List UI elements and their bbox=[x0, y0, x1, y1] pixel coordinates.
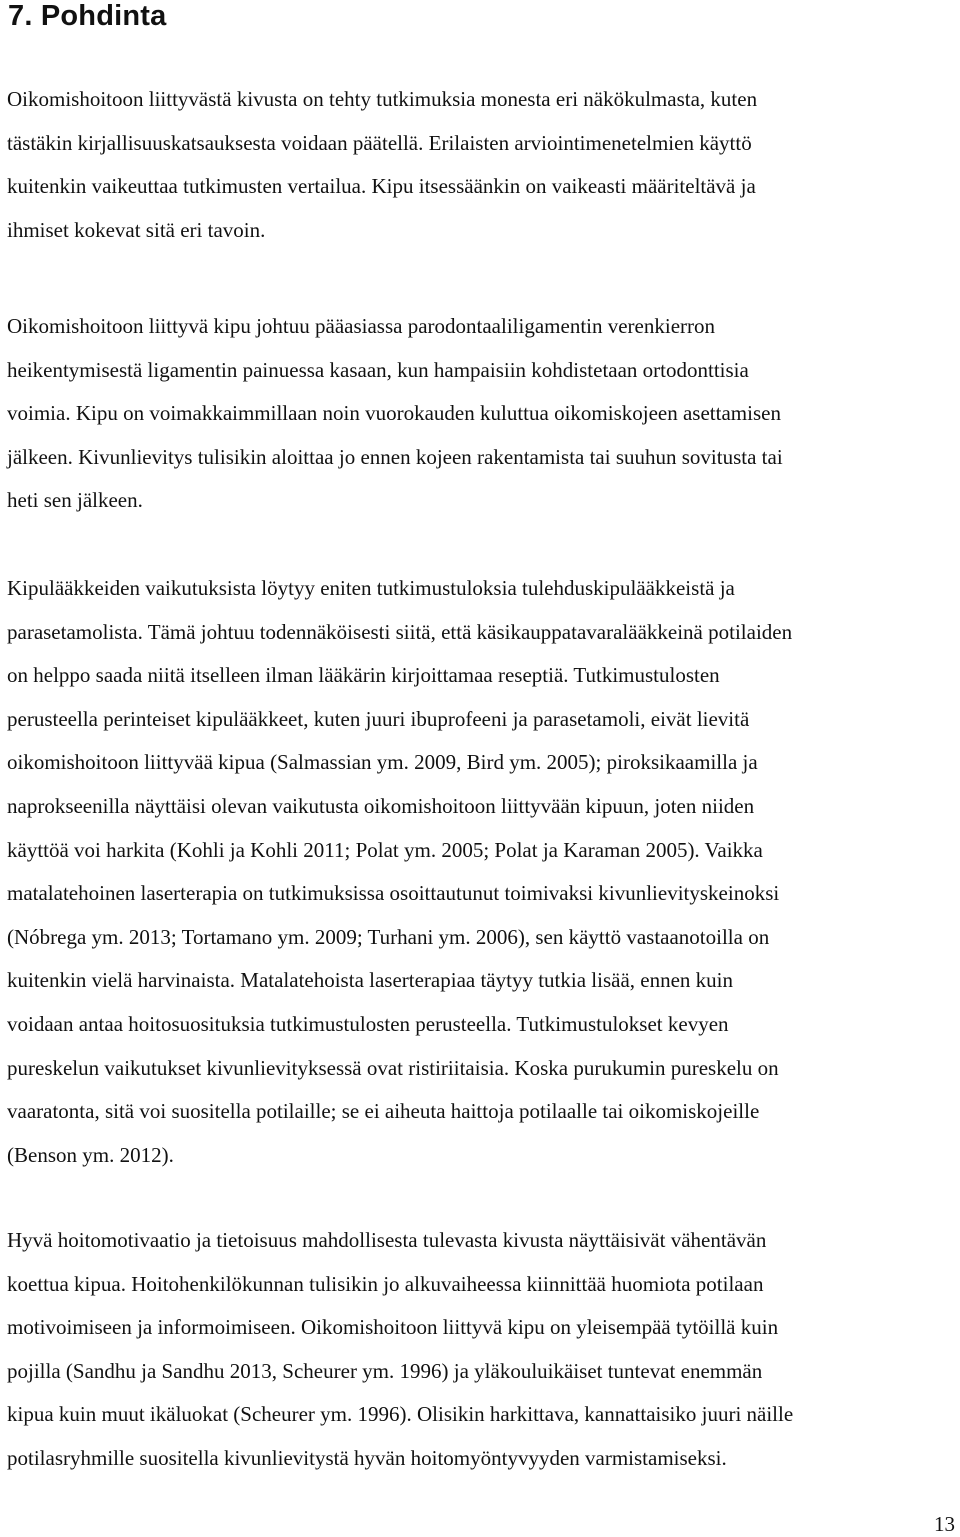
text-line: naprokseenilla näyttäisi olevan vaikutusta oikomishoitoon liittyvään kipuun, joten niiden bbox=[7, 793, 755, 818]
text-line: käyttöä voi harkita (Kohli ja Kohli 2011; Polat ym. 2005; Polat ja Karaman 2005). Vaikka bbox=[7, 837, 763, 862]
paragraph-4 bbox=[7, 1219, 793, 1481]
text-line: Hyvä hoitomotivaatio ja tietoisuus mahdollisesta tulevasta kivusta näyttäisivät vähentävän bbox=[7, 1228, 767, 1252]
text-line: Oikomishoitoon liittyvä kipu johtuu pääasiassa parodontaaliligamentin verenkierron bbox=[7, 314, 716, 338]
text-line: oikomishoitoon liittyvää kipua (Salmassian ym. 2009, Bird ym. 2005); piroksikaamilla ja bbox=[7, 750, 758, 775]
text-line: voidaan antaa hoitosuosituksia tutkimustulosten perusteella. Tutkimustulokset kevyen bbox=[7, 1011, 729, 1036]
text-line: heikentymisestä ligamentin painuessa kasaan, kun hampaisiin kohdistetaan ortodonttisia bbox=[7, 357, 749, 382]
text-line: potilasryhmille suositella kivunlievitystä hyvän hoitomyöntyvyyden varmistamiseksi. bbox=[7, 1445, 727, 1470]
text-line: motivoimiseen ja informoimiseen. Oikomishoitoon liittyvä kipu on yleisempää tytöillä kuin bbox=[7, 1315, 779, 1340]
page-number: 13 bbox=[934, 1512, 955, 1536]
paragraph-1 bbox=[7, 78, 757, 252]
paragraph-2 bbox=[7, 305, 783, 523]
text-line: (Nóbrega ym. 2013; Tortamano ym. 2009; Turhani ym. 2006), sen käyttö vastaanotoilla on bbox=[7, 924, 770, 949]
text-line: heti sen jälkeen. bbox=[7, 488, 143, 513]
text-line: tästäkin kirjallisuuskatsauksesta voidaan päätellä. Erilaisten arviointimenetelmien käyttö bbox=[7, 130, 752, 155]
text-line: pojilla (Sandhu ja Sandhu 2013, Scheurer ym. 1996) ja yläkouluikäiset tuntevat enemmän bbox=[7, 1358, 763, 1383]
text-line: matalatehoinen laserterapia on tutkimuksissa osoittautunut toimivaksi kivunlievityskeinoksi bbox=[7, 881, 780, 906]
text-line: Kipulääkkeiden vaikutuksista löytyy eniten tutkimustuloksia tulehduskipulääkkeistä ja bbox=[7, 576, 735, 600]
text-line: parasetamolista. Tämä johtuu todennäköisesti siitä, että käsikauppatavaralääkkeinä potilaiden bbox=[7, 619, 793, 644]
text-line: koettua kipua. Hoitohenkilökunnan tulisikin jo alkuvaiheessa kiinnittää huomiota potilaan bbox=[7, 1271, 764, 1296]
text-line: jälkeen. Kivunlievitys tulisikin aloittaa jo ennen kojeen rakentamista tai suuhun sovitusta tai bbox=[7, 444, 783, 469]
text-line: kuitenkin vielä harvinaista. Matalatehoista laserterapiaa täytyy tutkia lisää, ennen kuin bbox=[7, 968, 733, 993]
text-line: vaaratonta, sitä voi suositella potilaille; se ei aiheuta haittoja potilaalle tai oikomiskojeille bbox=[7, 1099, 760, 1124]
text-line: on helppo saada niitä itselleen ilman lääkärin kirjoittamaa reseptiä. Tutkimustulosten bbox=[7, 663, 720, 688]
text-line: kuitenkin vaikeuttaa tutkimusten vertailua. Kipu itsessäänkin on vaikeasti määriteltävä ja bbox=[7, 174, 756, 199]
text-line: voimia. Kipu on voimakkaimmillaan noin vuorokauden kuluttua oikomiskojeen asettamisen bbox=[7, 401, 781, 426]
text-line: (Benson ym. 2012). bbox=[7, 1142, 174, 1167]
text-line: kipua kuin muut ikäluokat (Scheurer ym. 1996). Olisikin harkittava, kannattaisiko juuri näille bbox=[7, 1402, 794, 1427]
text-line: Oikomishoitoon liittyvästä kivusta on tehty tutkimuksia monesta eri näkökulmasta, kuten bbox=[7, 87, 758, 111]
text-line: ihmiset kokevat sitä eri tavoin. bbox=[7, 217, 266, 242]
paragraph-3 bbox=[7, 567, 792, 1177]
text-line: perusteella perinteiset kipulääkkeet, kuten juuri ibuprofeeni ja parasetamoli, eivät lievitä bbox=[7, 706, 750, 731]
section-heading: 7. Pohdinta bbox=[8, 0, 167, 32]
text-line: pureskelun vaikutukset kivunlievityksessä ovat ristiriitaisia. Koska purukumin pureskelu on bbox=[7, 1055, 779, 1080]
